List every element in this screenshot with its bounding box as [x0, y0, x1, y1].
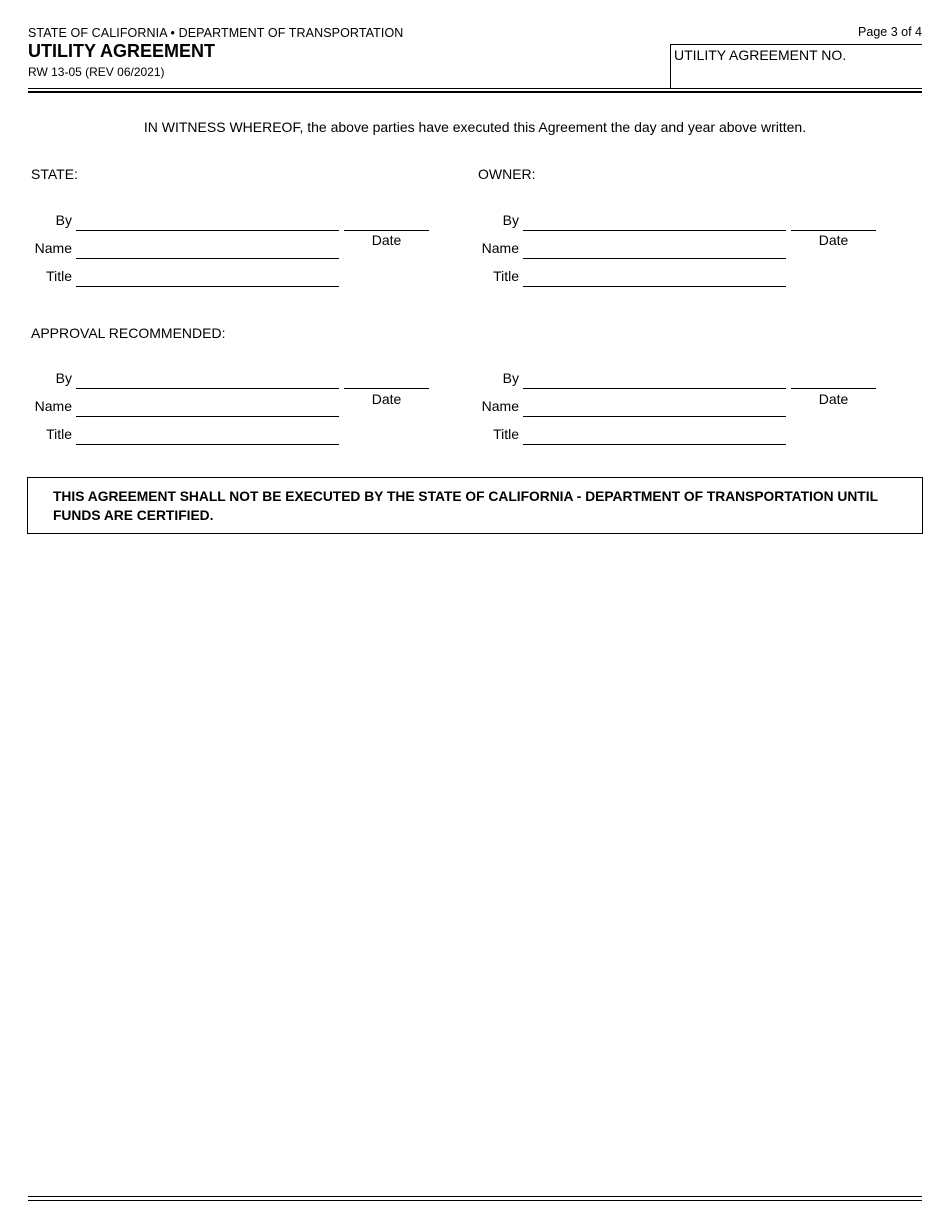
owner-by-signature-line[interactable] [523, 230, 786, 231]
state-title-label: Title [46, 268, 72, 284]
approval-left-title-line[interactable] [76, 444, 339, 445]
funds-certification-notice: THIS AGREEMENT SHALL NOT BE EXECUTED BY THE STATE OF CALIFORNIA - DEPARTMENT OF TRANSPORTATION UNTIL FUNDS ARE CERTIFIED. [27, 477, 923, 534]
owner-name-line[interactable] [523, 258, 786, 259]
state-name-label: Name [34, 240, 72, 256]
state-title-line[interactable] [76, 286, 339, 287]
header-divider-top [28, 88, 922, 89]
owner-title-label: Title [493, 268, 519, 284]
approval-right-date-line[interactable] [791, 388, 876, 389]
approval-right-name-label: Name [481, 398, 519, 414]
owner-date-label: Date [818, 232, 849, 248]
form-number: RW 13-05 (REV 06/2021) [28, 65, 165, 79]
owner-date-line[interactable] [791, 230, 876, 231]
state-by-label: By [55, 212, 72, 228]
state-date-label: Date [371, 232, 402, 248]
approval-left-by-label: By [55, 370, 72, 386]
approval-left-title-label: Title [46, 426, 72, 442]
state-date-line[interactable] [344, 230, 429, 231]
witness-statement: IN WITNESS WHEREOF, the above parties have executed this Agreement the day and year above written. [143, 119, 807, 135]
owner-section-label: OWNER: [478, 166, 536, 182]
agreement-number-field[interactable] [670, 44, 922, 88]
header-divider-bottom [28, 91, 922, 93]
approval-right-by-label: By [502, 370, 519, 386]
approval-left-name-label: Name [34, 398, 72, 414]
page-number: Page 3 of 4 [858, 25, 922, 39]
approval-left-date-label: Date [371, 391, 402, 407]
footer-divider-bottom [28, 1200, 922, 1201]
footer-divider-top [28, 1196, 922, 1197]
approval-right-date-label: Date [818, 391, 849, 407]
state-section-label: STATE: [31, 166, 78, 182]
approval-right-by-signature-line[interactable] [523, 388, 786, 389]
approval-left-name-line[interactable] [76, 416, 339, 417]
owner-name-label: Name [481, 240, 519, 256]
approval-left-date-line[interactable] [344, 388, 429, 389]
approval-right-title-label: Title [493, 426, 519, 442]
state-by-signature-line[interactable] [76, 230, 339, 231]
owner-title-line[interactable] [523, 286, 786, 287]
approval-right-name-line[interactable] [523, 416, 786, 417]
approval-section-label: APPROVAL RECOMMENDED: [31, 325, 226, 341]
agreement-number-label: UTILITY AGREEMENT NO. [674, 47, 847, 63]
form-title: UTILITY AGREEMENT [28, 41, 216, 61]
agency-name: STATE OF CALIFORNIA • DEPARTMENT OF TRANSPORTATION [28, 26, 404, 40]
approval-left-by-signature-line[interactable] [76, 388, 339, 389]
owner-by-label: By [502, 212, 519, 228]
state-name-line[interactable] [76, 258, 339, 259]
approval-right-title-line[interactable] [523, 444, 786, 445]
